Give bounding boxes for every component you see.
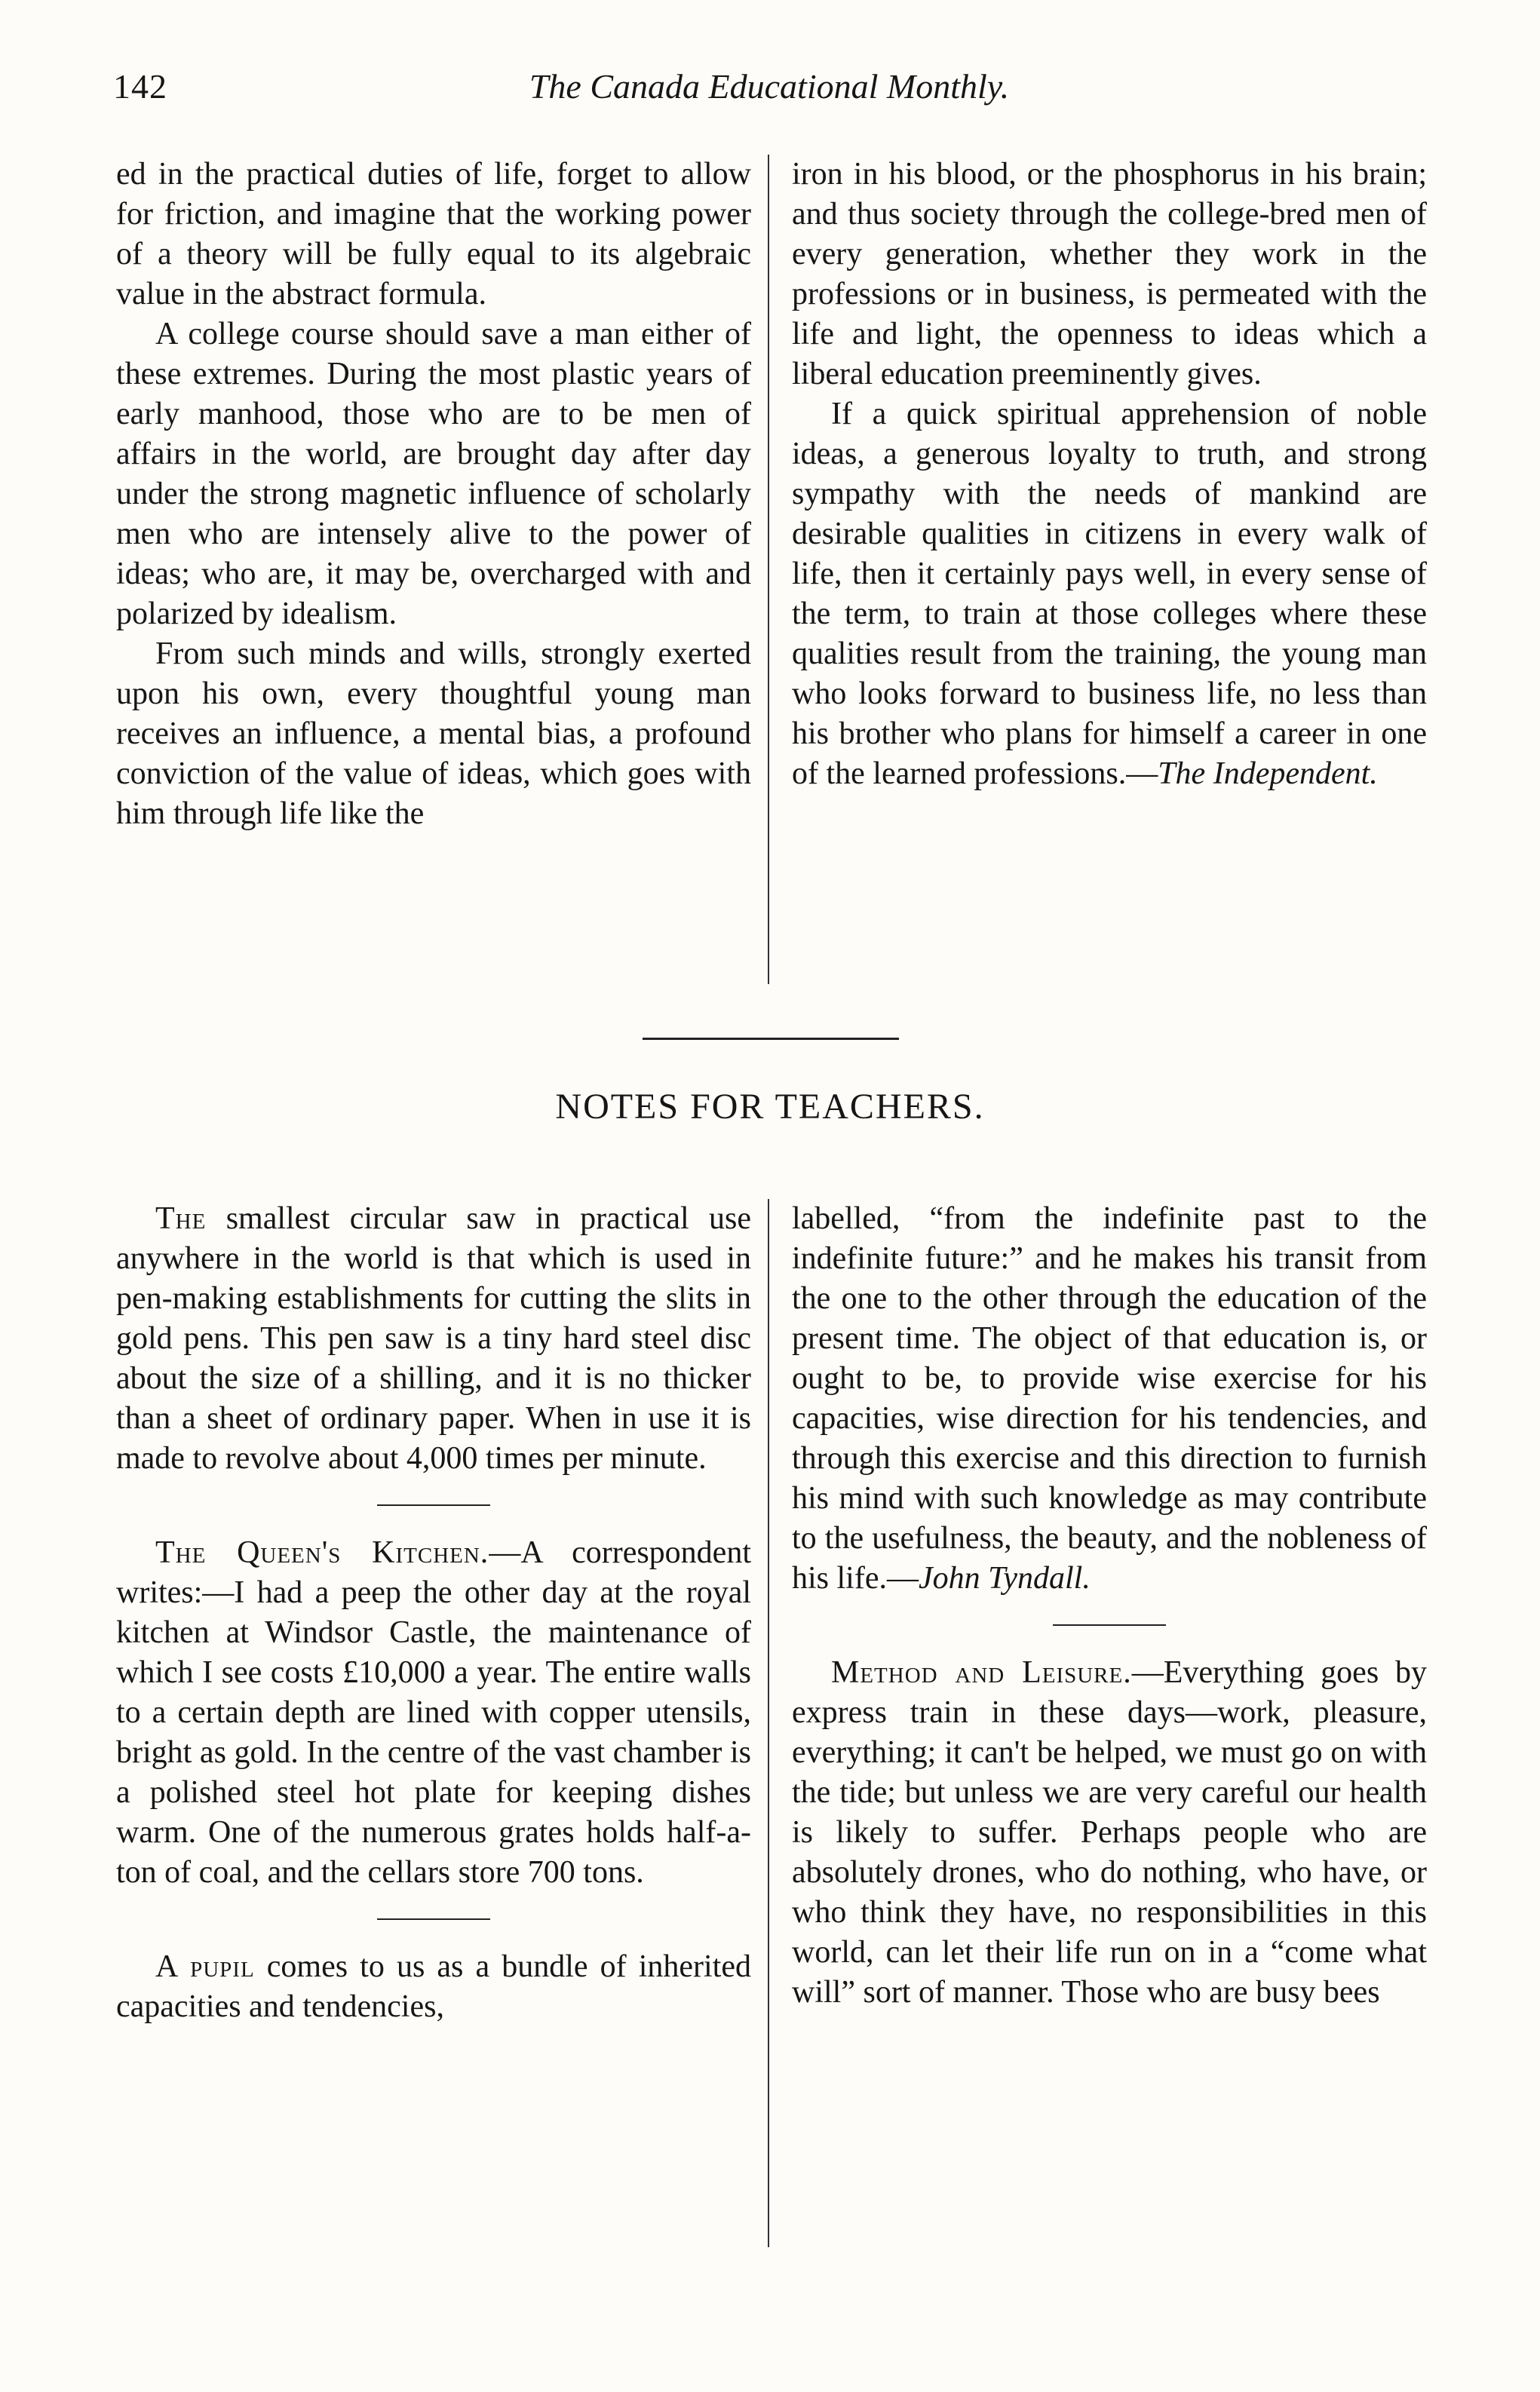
- note-lead: The Queen's Kitchen.: [155, 1535, 489, 1570]
- note-source: John Tyndall.: [918, 1561, 1091, 1596]
- running-head: [113, 66, 1425, 119]
- note-text: smallest circular saw in practical use anywhere in the world is that which is used in pen-making establishments for cutting the slits in gold pens. This pen saw is a tiny hard steel disc about the size of a shilling, and it is no thicker than a sheet of ordinary paper. When in use it is made to revolve about 4,000 times per minute.: [116, 1201, 751, 1476]
- note-lead: The: [155, 1201, 207, 1236]
- section-divider: [643, 1038, 899, 1040]
- note-text: —A correspondent writes:—I had a peep the other day at the royal kitchen at Windsor Castle, the maintenance of which I see costs £10,000 a year. The entire walls to a certain depth are lined with copper utensils, bright as gold. In the centre of the vast chamber is a polished steel hot plate for keeping dishes warm. One of the numerous grates holds half-a-ton of coal, and the cellars store 700 tons.: [116, 1535, 751, 1890]
- article-text: If a quick spiritual apprehension of noble ideas, a generous loyalty to truth, and strong sympathy with the needs of mankind are desirable qualities in citizens in every walk of life, then it certainly pays well, in every sense of the term, to train at those colleges where these qualities result from the training, the young man who looks forward to business life, no less than his brother who plans for himself a career in one of the learned professions.—: [792, 397, 1427, 791]
- note-queens-kitchen: [116, 1533, 751, 1893]
- article-paragraph: ed in the practical duties of life, forget to allow for friction, and imagine that the working power of a theory will be fully equal to its algebraic value in the abstract formula.: [116, 157, 751, 311]
- article-paragraph: A college course should save a man either of these extremes. During the most plastic years of early manhood, those who are to be men of affairs in the world, are brought day after day under the strong magnetic influence of scholarly men who are intensely alive to the power of ideas; who are, it may be, overcharged with and polarized by idealism.: [116, 317, 751, 631]
- article-paragraph: [792, 394, 1427, 794]
- note-pupil-continued: [792, 1199, 1427, 1599]
- note-lead: Method and Leisure.: [831, 1655, 1132, 1690]
- note-divider: [1053, 1624, 1166, 1626]
- note-text: comes to us as a bundle of inherited capacities and tendencies,: [116, 1949, 751, 2024]
- note-lead: A pupil: [155, 1949, 255, 1984]
- notes-column-right: [792, 1199, 1427, 2013]
- notes-column-left: [116, 1199, 751, 2027]
- note-divider: [377, 1918, 490, 1920]
- note-text: labelled, “from the indefinite past to the indefinite future:” and he makes his transit from the one to the other through the education of the present time. The object of that education is, or ought to be, to provide wise exercise for his capacities, wise direction for his tendencies, and through this exercise and this direction to furnish his mind with such knowledge as may contribute to the usefulness, the beauty, and the nobleness of his life.—: [792, 1201, 1427, 1596]
- article-paragraph: iron in his blood, or the phosphorus in his brain; and thus society through the college-bred men of every generation, whether they work in the professions or in business, is permeated with the life and light, the openness to ideas which a liberal education preeminently gives.: [792, 157, 1427, 391]
- page-number: 142: [113, 67, 167, 106]
- article-column-left: [116, 155, 751, 834]
- note-method-leisure: [792, 1653, 1427, 2013]
- note-text: —Everything goes by express train in these days—work, pleasure, everything; it can't be helped, we must go on with the tide; but unless we are very careful our health is likely to suffer. Perhaps people who are absolutely drones, who do nothing, who have, or who think they have, no responsibilities in this world, can let their life run on in a “come what will” sort of manner. Those who are busy bees: [792, 1655, 1427, 2010]
- section-heading: NOTES FOR TEACHERS.: [555, 1087, 985, 1127]
- note-pupil: [116, 1947, 751, 2027]
- journal-title: The Canada Educational Monthly.: [529, 67, 1010, 106]
- note-divider: [377, 1504, 490, 1506]
- note-saw: [116, 1199, 751, 1479]
- article-source: The Independent.: [1158, 756, 1378, 791]
- column-divider: [768, 1199, 769, 2247]
- column-divider: [768, 155, 769, 984]
- article-paragraph: From such minds and wills, strongly exerted upon his own, every thoughtful young man receives an influence, a mental bias, a profound conviction of the value of ideas, which goes with him through life like the: [116, 636, 751, 831]
- article-column-right: [792, 155, 1427, 794]
